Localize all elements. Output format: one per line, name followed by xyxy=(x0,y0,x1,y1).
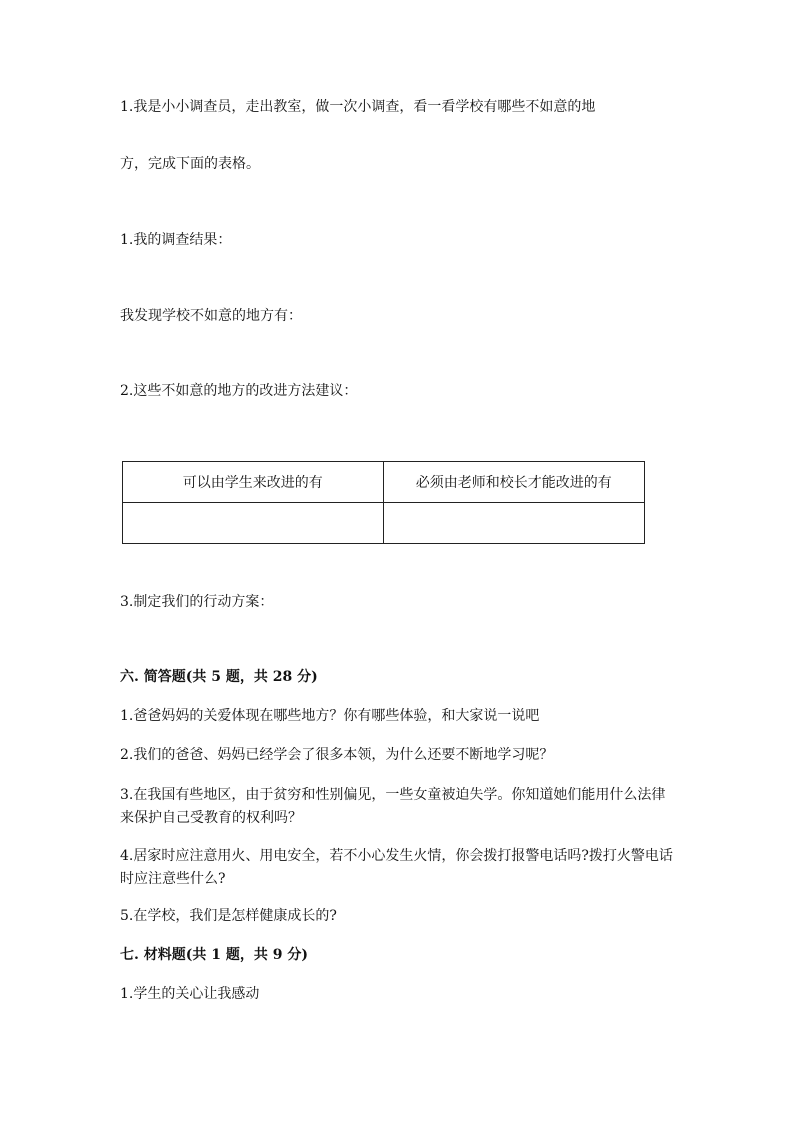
question-1-line-1: 1.我是小小调查员，走出教室，做一次小调查，看一看学校有哪些不如意的地 xyxy=(120,99,596,115)
survey-result-label: 1.我的调查结果： xyxy=(120,232,232,248)
section-6-title: 六. 简答题(共 5 题，共 28 分) xyxy=(120,669,318,685)
section-6-question-5: 5.在学校，我们是怎样健康成长的? xyxy=(120,908,337,924)
table-header-row xyxy=(123,462,645,503)
action-plan-label: 3.制定我们的行动方案： xyxy=(120,594,274,610)
question-1-line-2: 方，完成下面的表格。 xyxy=(120,156,260,172)
section-6-question-2: 2.我们的爸爸、妈妈已经学会了很多本领，为什么还要不断地学习呢？ xyxy=(120,747,554,763)
survey-result-text: 我发现学校不如意的地方有： xyxy=(120,308,302,324)
section-6-question-4: 4.居家时应注意用火、用电安全，若不小心发生火情，你会拨打报警电话吗?拨打火警电话时应注意些什么? xyxy=(120,848,673,887)
section-7-title: 七. 材料题(共 1 题，共 9 分) xyxy=(120,947,308,963)
section-6-question-1: 1.爸爸妈妈的关爱体现在哪些地方？你有哪些体验，和大家说一说吧 xyxy=(120,708,540,724)
improvement-suggestion-label: 2.这些不如意的地方的改进方法建议： xyxy=(120,383,358,399)
section-6-question-3: 3.在我国有些地区，由于贫穷和性别偏见，一些女童被迫失学。你知道她们能用什么法律来保护自己受教育的权利吗？ xyxy=(120,787,666,826)
table-cell-teachers[interactable] xyxy=(383,503,645,544)
table-header-students: 可以由学生来改进的有 xyxy=(123,462,384,503)
improvement-table xyxy=(122,461,645,544)
section-7-question-1: 1.学生的关心让我感动 xyxy=(120,986,260,1002)
table-header-teachers: 必须由老师和校长才能改进的有 xyxy=(383,462,645,503)
table-cell-students[interactable] xyxy=(123,503,384,544)
table-row xyxy=(123,503,645,544)
